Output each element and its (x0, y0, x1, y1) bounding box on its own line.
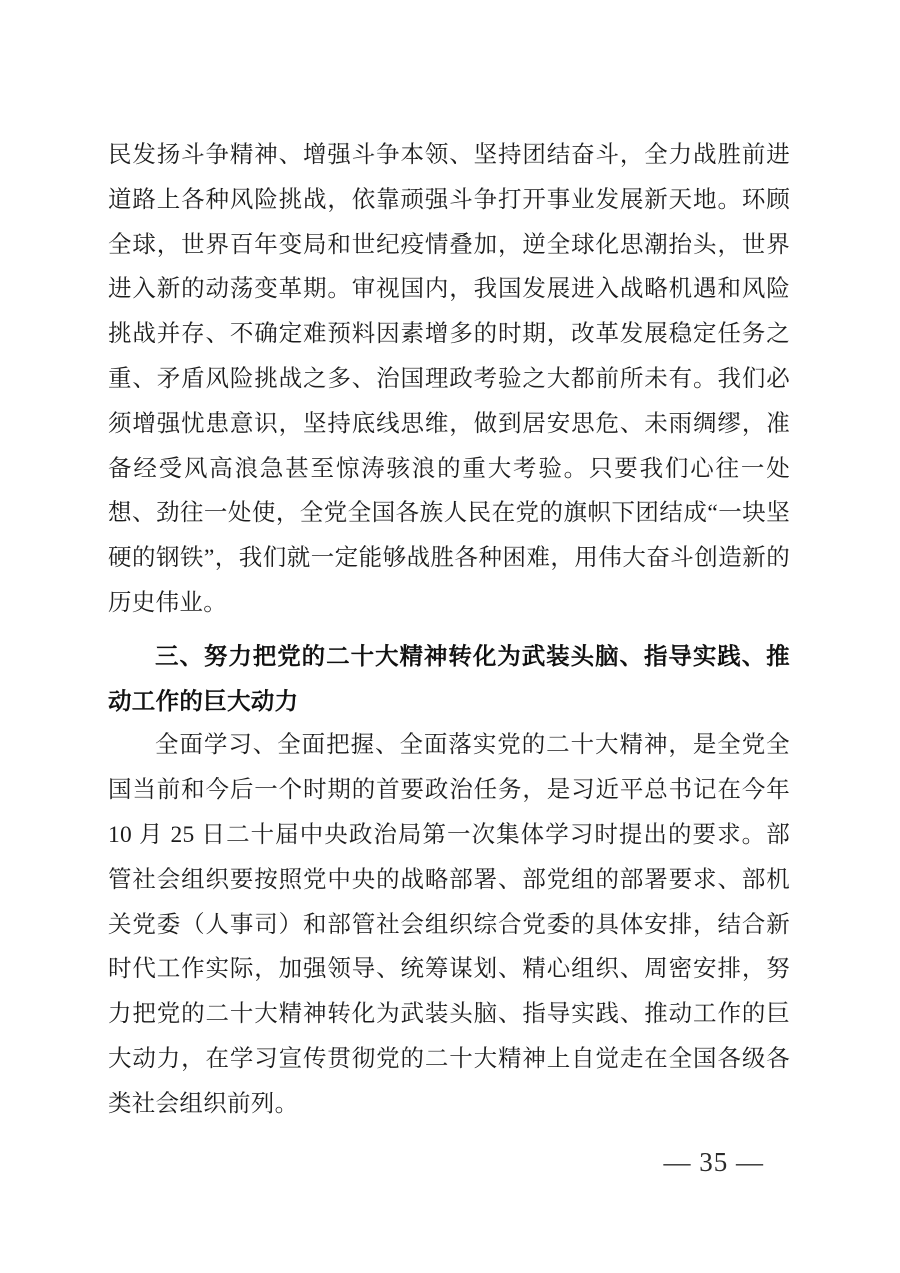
section-heading-line: 三、努力把党的二十大精神转化为武装头脑、指导实践、推 (155, 642, 790, 669)
body-line: 全面学习、全面把握、全面落实党的二十大精神，是全党全 (155, 732, 790, 759)
body-line: 管社会组织要按照党中央的战略部署、部党组的部署要求、部机 (108, 866, 790, 893)
body-line: 力把党的二十大精神转化为武装头脑、指导实践、推动工作的巨 (108, 1001, 790, 1028)
body-line: 历史伟业。 (108, 589, 227, 616)
body-line: 硬的钢铁”，我们就一定能够战胜各种困难，用伟大奋斗创造新的 (108, 545, 790, 572)
body-line: 重、矛盾风险挑战之多、治国理政考验之大都前所未有。我们必 (108, 365, 790, 392)
body-line: 民发扬斗争精神、增强斗争本领、坚持团结奋斗，全力战胜前进 (108, 142, 790, 168)
body-line: 全球，世界百年变局和世纪疫情叠加，逆全球化思潮抬头，世界 (108, 231, 790, 258)
body-line: 道路上各种风险挑战，依靠顽强斗争打开事业发展新天地。环顾 (108, 186, 790, 213)
section-heading (108, 634, 790, 724)
body-line: 进入新的动荡变革期。审视国内，我国发展进入战略机遇和风险 (108, 276, 790, 303)
body-line: 时代工作实际，加强领导、统筹谋划、精心组织、周密安排，努 (108, 956, 790, 983)
page-number: — 35 — (663, 1147, 764, 1177)
body-line: 挑战并存、不确定难预料因素增多的时期，改革发展稳定任务之 (108, 321, 790, 348)
paragraph-1 (108, 133, 790, 626)
body-line: 国当前和今后一个时期的首要政治任务，是习近平总书记在今年 (108, 777, 790, 804)
body-line: 类社会组织前列。 (108, 1090, 299, 1117)
body-line: 须增强忧患意识，坚持底线思维，做到居安思危、未雨绸缪，准 (108, 410, 790, 437)
paragraph-2 (108, 723, 790, 1126)
section-heading-line: 动工作的巨大动力 (108, 687, 299, 714)
body-line: 关党委（人事司）和部管社会组织综合党委的具体安排，结合新 (108, 911, 790, 938)
body-line: 大动力，在学习宣传贯彻党的二十大精神上自觉走在全国各级各 (108, 1045, 790, 1072)
body-line: 10 月 25 日二十届中央政治局第一次集体学习时提出的要求。部 (108, 821, 790, 848)
body-line: 备经受风高浪急甚至惊涛骇浪的重大考验。只要我们心往一处 (108, 455, 790, 482)
text-block (108, 133, 790, 1127)
body-line: 想、劲往一处使，全党全国各族人民在党的旗帜下团结成“一块坚 (108, 500, 790, 527)
